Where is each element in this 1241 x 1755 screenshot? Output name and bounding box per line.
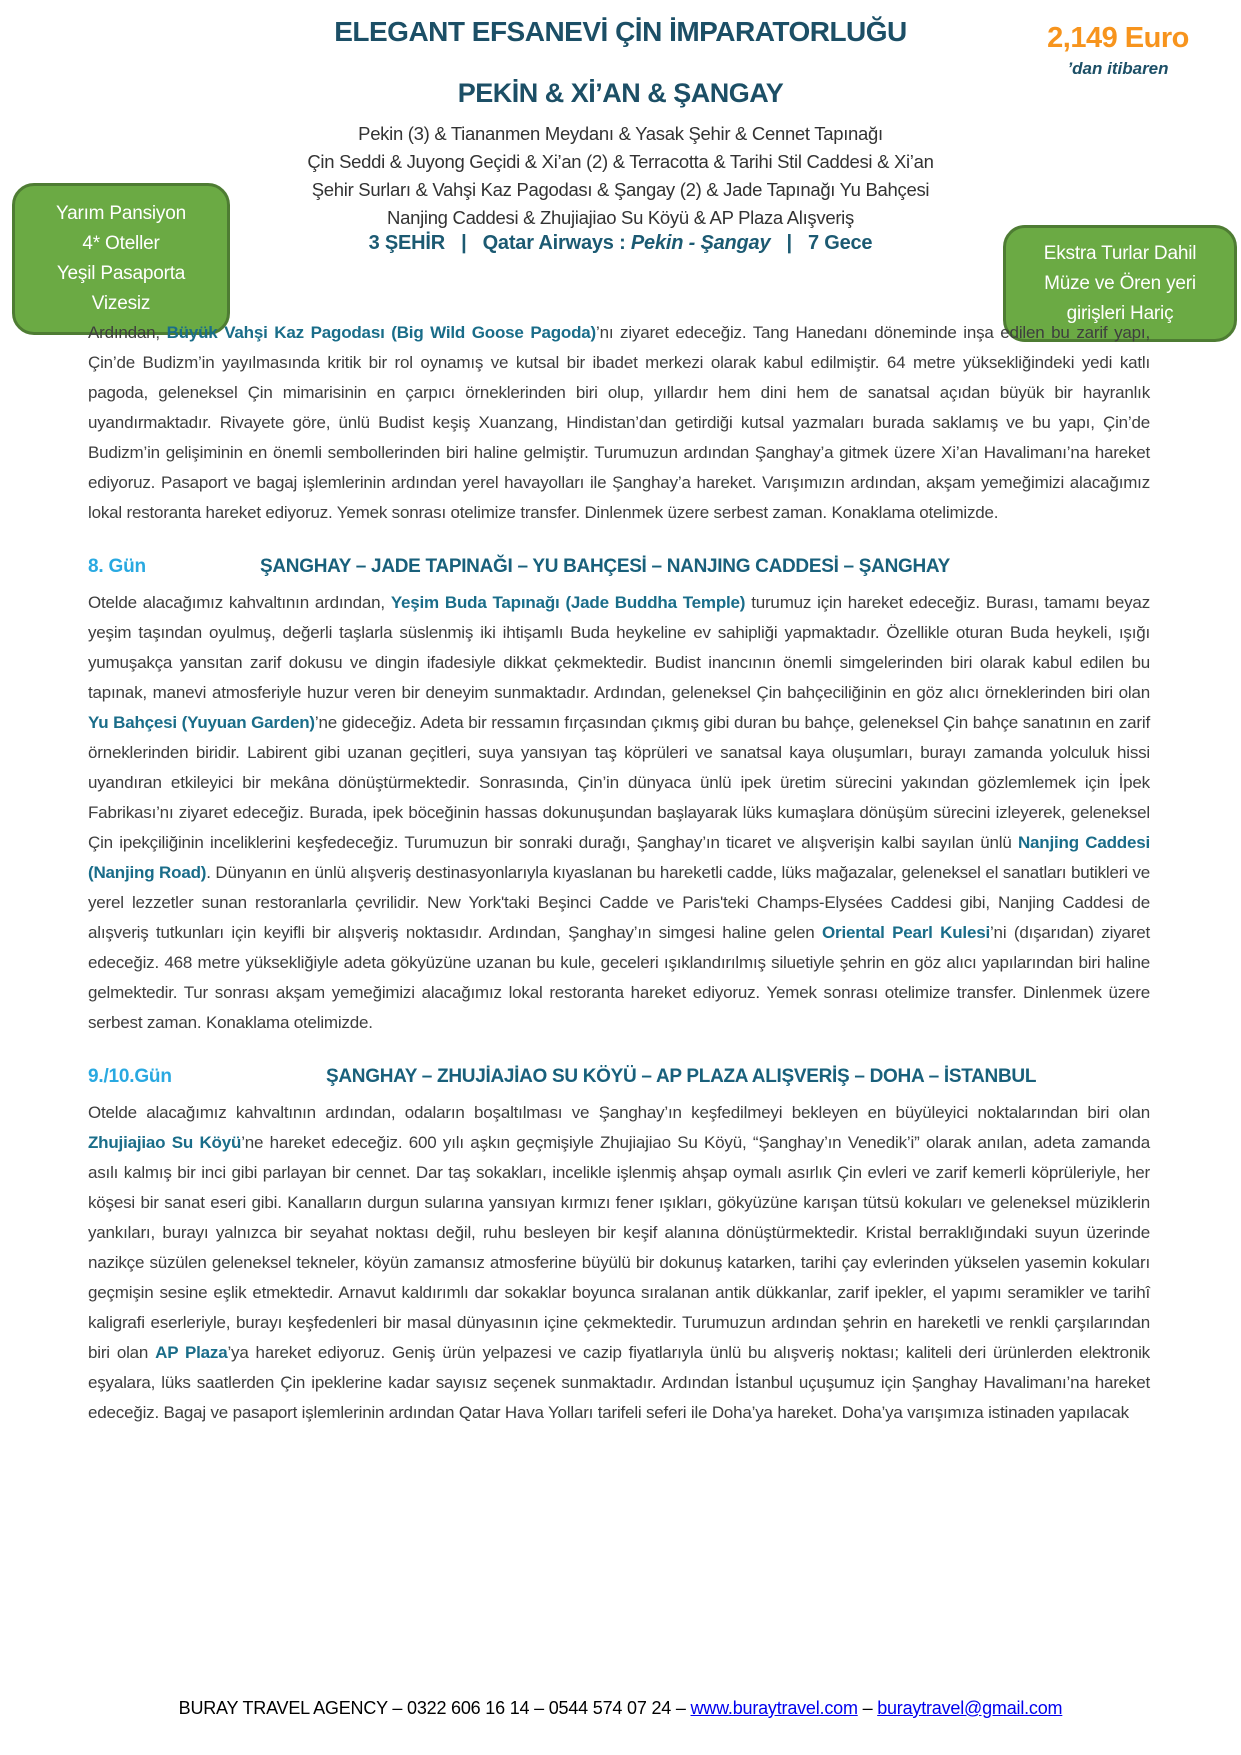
text-segment: Otelde alacağımız kahvaltının ardından,	[88, 593, 391, 612]
footer-link[interactable]: www.buraytravel.com	[690, 1698, 858, 1718]
tour-highlight-line: Şehir Surları & Vahşi Kaz Pagodası & Şangay (2) & Jade Tapınağı Yu Bahçesi	[311, 179, 930, 200]
itinerary-paragraph-day9-10	[88, 1098, 1150, 1428]
page-title-route: PEKİN & Xİ’AN & ŞANGAY	[457, 78, 784, 108]
badge-included-services	[12, 183, 230, 335]
badge-line: girişleri Hariç	[1066, 302, 1174, 324]
tour-highlight-line: Çin Seddi & Juyong Geçidi & Xi’an (2) & Terracotta & Tarihi Stil Caddesi & Xi’an	[307, 151, 934, 172]
day-route: ŞANGHAY – JADE TAPINAĞI – YU BAHÇESİ – NANJING CADDESİ – ŞANGHAY	[260, 556, 950, 577]
badge-line: Yarım Pansiyon	[56, 203, 186, 224]
day-heading-9-10	[88, 1062, 1150, 1092]
text-segment: BURAY TRAVEL AGENCY – 0322 606 16 14 – 0544 574 07 24 –	[178, 1698, 691, 1718]
text-segment: AP Plaza	[155, 1343, 228, 1362]
itinerary-paragraph-day8	[88, 588, 1150, 1038]
text-segment: turumuz için hareket edeceğiz. Burası, tamamı beyaz yeşim taşından oyulmuş, değerli taşlarla süslenmiş iki ihtişamlı Buda heykeline ev sahipliği yapmaktadır. Özellikle oturan Buda heykeli, ışığı yumuşakça yansıtan zarif dokusu ve dingin ifadesiyle dikkat çekmektedir. Budist inancının önemli simgelerinden biri olarak kabul edilen bu tapınak, manevi atmosferiyle huzur veren bir deneyim sunmaktadır. Ardından, geleneksel Çin bahçeciliğinin en göz alıcı örneklerinden biri olan	[88, 593, 1150, 702]
text-segment: Otelde alacağımız kahvaltının ardından, odaların boşaltılması ve Şanghay’ın keşfedilmeyi bekleyen en büyüleyici noktalarından biri olan	[88, 1103, 1150, 1122]
tour-highlight-line: Pekin (3) & Tiananmen Meydanı & Yasak Şehir & Cennet Tapınağı	[358, 123, 883, 144]
text-segment: Yeşim Buda Tapınağı (Jade Buddha Temple)	[390, 593, 746, 612]
badge-line: 4* Oteller	[82, 233, 160, 254]
text-segment: Nanjing Caddesi (Nanjing Road)	[88, 833, 1150, 882]
itinerary-paragraph-day7	[88, 318, 1150, 528]
day-label: 8. Gün	[88, 556, 146, 577]
text-segment: ’ni (dışarıdan) ziyaret edeceğiz. 468 metre yüksekliğiyle adeta gökyüzüne uzanan bu kule, geceleri ışıklandırılmış siluetiyle şehrin en göz alıcı yapılarından biri haline gelmektedir. Tur sonrası akşam yemeğimizi alacağımız lokal restoranta hareket ediyoruz. Yemek sonrası otelimize transfer. Dinlenmek üzere serbest zaman. Konaklama otelimizde.	[88, 923, 1150, 1032]
text-segment: | 7 Gece	[770, 232, 873, 254]
footer-contact	[0, 1698, 1241, 1719]
badge-line: Ekstra Turlar Dahil	[1043, 242, 1197, 264]
text-segment: Oriental Pearl Kulesi	[822, 923, 990, 942]
badge-line: Müze ve Ören yeri	[1044, 272, 1196, 294]
price-box	[1023, 22, 1213, 79]
price-value: 2,149 Euro	[1047, 22, 1189, 54]
itinerary-content	[88, 318, 1150, 1428]
text-segment: 3 ŞEHİR | Qatar Airways :	[368, 232, 631, 254]
footer-link[interactable]: buraytravel@gmail.com	[877, 1698, 1063, 1718]
text-segment: ’nı ziyaret edeceğiz. Tang Hanedanı döneminde inşa edilen bu zarif yapı, Çin’de Budizm’in yayılmasında kritik bir rol oynamış ve kutsal bir ibadet merkezi olarak kabul edilmiştir. 64 metre yüksekliğindeki yedi katlı pagoda, geleneksel Çin mimarisinin en çarpıcı örneklerinden biri olup, yıllardır hem dini hem de sanatsal açıdan büyük bir hayranlık uyandırmaktadır. Rivayete göre, ünlü Budist keşiş Xuanzang, Hindistan’dan getirdiği kutsal yazmaları burada saklamış ve bu yapı, Çin’de Budizm’in gelişiminin en önemli sembollerinden biri haline gelmiştir. Turumuzun ardından Şanghay’a gitmek üzere Xi’an Havalimanı’na hareket ediyoruz. Pasaport ve bagaj işlemlerinin ardından yerel havayolları ile Şanghay’a hareket. Varışımızın ardından, akşam yemeğimizi alacağımız lokal restoranta hareket ediyoruz. Yemek sonrası otelimize transfer. Dinlenmek üzere serbest zaman. Konaklama otelimizde.	[88, 323, 1150, 522]
text-segment: Ardından,	[88, 323, 167, 342]
text-segment: ’ya hareket ediyoruz. Geniş ürün yelpazesi ve cazip fiyatlarıyla ünlü bu alışveriş noktası; kaliteli deri ürünlerden elektronik eşyalara, lüks saatlerden Çin ipeklerine kadar sayısız seçenek sunmaktadır. Ardından İstanbul uçuşumuz için Şanghay Havalimanı’na hareket edeceğiz. Bagaj ve pasaport işlemlerinin ardından Qatar Hava Yolları tarifeli seferi ile Doha’ya hareket. Doha’ya varışımıza istinaden yapılacak	[88, 1343, 1150, 1422]
day-label: 9./10.Gün	[88, 1066, 172, 1087]
day-route: ŞANGHAY – ZHUJİAJİAO SU KÖYÜ – AP PLAZA ALIŞVERİŞ – DOHA – İSTANBUL	[326, 1066, 1037, 1087]
text-segment: –	[857, 1698, 878, 1718]
page-title: ELEGANT EFSANEVİ ÇİN İMPARATORLUĞU	[334, 16, 907, 47]
text-segment: ’ne gideceğiz. Adeta bir ressamın fırçasından çıkmış gibi duran bu bahçe, geleneksel Çin bahçe sanatının en zarif örneklerinden biridir. Labirent gibi uzanan geçitleri, suya yansıyan taş köprüleri ve sanatsal kaya oluşumları, burayı zamanda yolculuk hissi uyandıran etkileyici bir mekâna dönüştürmektedir. Sonrasında, Çin’in dünyaca ünlü ipek üretim sürecini yakından gözlemlemek için İpek Fabrikası’nı ziyaret edeceğiz. Burada, ipek böceğinin hassas dokunuşundan başlayarak lüks kumaşlara dönüşüm sürecini izleyerek, geleneksel Çin ipekçiliğinin inceliklerini keşfedeceğiz. Turumuzun bir sonraki durağı, Şanghay’ın ticaret ve alışverişin kalbi sayılan ünlü	[88, 713, 1150, 852]
text-segment: . Dünyanın en ünlü alışveriş destinasyonlarıyla kıyaslanan bu hareketli cadde, lüks mağazalar, geleneksel el sanatları butikleri ve yerel lezzetler sunan restoranlarla çevrilidir. New York'taki Beşinci Cadde ve Paris'teki Champs-Elysées Caddesi gibi, Nanjing Caddesi de alışveriş tutkunları için keyifli bir alışveriş noktasıdır. Ardından, Şanghay’ın simgesi haline gelen	[88, 863, 1150, 942]
text-segment: Zhujiajiao Su Köyü	[88, 1133, 242, 1152]
text-segment: Pekin - Şangay	[630, 232, 771, 254]
day-heading-8	[88, 552, 1150, 582]
tour-highlight-line: Nanjing Caddesi & Zhujiajiao Su Köyü & AP Plaza Alışveriş	[387, 207, 854, 228]
text-segment: Büyük Vahşi Kaz Pagodası (Big Wild Goose Pagoda)	[166, 323, 597, 342]
badge-line: Vizesiz	[91, 293, 151, 314]
text-segment: Yu Bahçesi (Yuyuan Garden)	[88, 713, 315, 732]
text-segment: ’ne hareket edeceğiz. 600 yılı aşkın geçmişiyle Zhujiajiao Su Köyü, “Şanghay’ın Venedik’i” olarak anılan, adeta zamanda asılı kalmış bir inci gibi parlayan bir cennet. Dar taş sokakları, incelikle işlenmiş ahşap oymalı asırlık Çin evleri ve zarif kemerli köprüleriyle, her köşesi bir sanat eseri gibi. Kanalların durgun sularına yansıyan kırmızı fener ışıkları, gökyüzüne karışan tütsü kokuları ve geleneksel müziklerin yankıları, burayı yalnızca bir seyahat noktası değil, ruhu besleyen bir keşif alanına dönüştürmektedir. Kristal berraklığındaki suyun üzerinde nazikçe süzülen geleneksel tekneler, köyün zamansız atmosferine büyülü bir dokunuş katarken, tarihi çay evlerinden yükselen yasemin kokuları geçmişin sesine eşlik etmektedir. Arnavut kaldırımlı dar sokaklar boyunca sıralanan antik dükkanlar, zarif ipekler, el yapımı seramikler ve tarihî kaligrafi eserleriyle, burayı keşfedenleri bir masal dünyasının içine çekmektedir. Turumuzun ardından şehrin en hareketli ve renkli çarşılarından biri olan	[88, 1133, 1150, 1362]
badge-line: Yeşil Pasaporta	[56, 263, 186, 284]
price-note: ’dan itibaren	[1067, 59, 1169, 78]
